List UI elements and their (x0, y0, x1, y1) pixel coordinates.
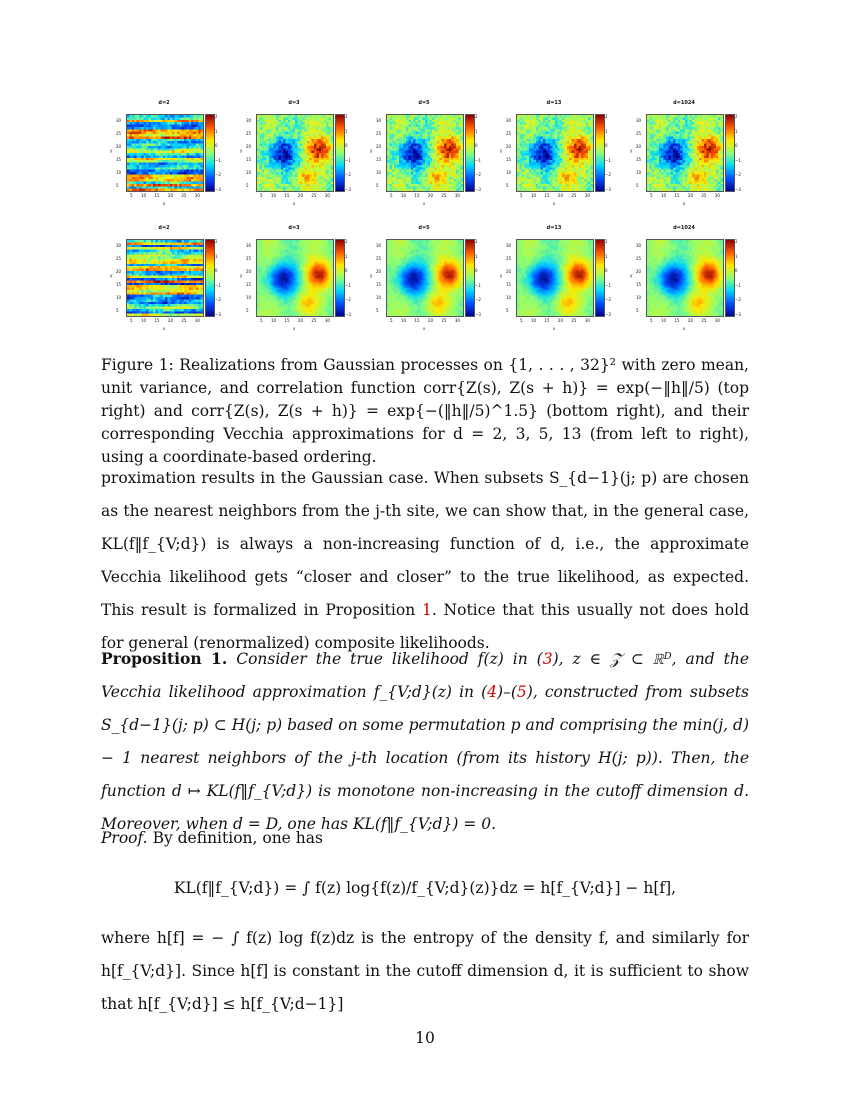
colorbar-tick: 0 (475, 268, 478, 274)
caption-text: Realizations from Gaussian processes on {1, . . . , 32}² with zero mean, unit variance, and correlation function corr{Z(s), Z(s + h)} = exp(−‖h‖/5) (top right) and corr{Z(s), Z(s + h)} = exp{−(‖h‖/5)^1.5} (bottom right), and their corresponding Vecchia approximations for d = 2, 3, 5, 13 (from left to right), using a coordinate-based ordering. (101, 356, 749, 466)
y-label: y (110, 148, 113, 153)
x-tick: 20 (427, 318, 433, 323)
x-tick: 10 (530, 318, 537, 323)
prop-text-b: ), z ∈ 𝒵 ⊂ ℝᴰ, and the Vecchia likelihood approximation f_{V;d}(z) in ( (101, 650, 749, 701)
colorbar-ticks (215, 239, 221, 317)
x-tick: 5 (390, 193, 393, 198)
colorbar-tick: 1 (735, 253, 738, 259)
colorbar-tick: 2 (475, 114, 478, 119)
heatmap (516, 114, 594, 192)
colorbar-tick: 0 (345, 268, 348, 274)
x-tick: 20 (427, 193, 433, 198)
equation: KL(f‖f_{V;d}) = ∫ f(z) log{f(z)/f_{V;d}(z)}dz = h[f_{V;d}] − h[f], (173, 879, 677, 897)
y-tick: 15 (246, 282, 252, 287)
y-tick: 5 (506, 183, 509, 188)
y-label: y (240, 273, 243, 278)
x-tick: 30 (454, 318, 460, 323)
x-tick: 30 (324, 318, 330, 323)
y-tick: 10 (116, 295, 122, 300)
x-ticks (650, 193, 720, 198)
x-tick: 20 (557, 193, 563, 198)
colorbar (595, 239, 605, 317)
colorbar-tick: 0 (735, 268, 738, 274)
colorbar (335, 239, 345, 317)
y-tick: 20 (246, 269, 252, 274)
y-tick: 30 (376, 118, 382, 123)
x-label: x (682, 326, 686, 331)
paragraph-1-text: proximation results in the Gaussian case. When subsets S_{d−1}(j; p) are chosen as the nearest neighbors from the j-th site, we can show that, in the general case, KL(f‖f_{V;d}) is always a non-increasing function of d, i.e., the approximate Vecchia likelihood gets “closer and closer” to the true likelihood, as expected. This result is formalized in Proposition (101, 469, 749, 619)
x-tick: 20 (557, 318, 563, 323)
y-tick: 20 (246, 144, 252, 149)
x-tick: 15 (154, 318, 160, 323)
heatmap (646, 239, 724, 317)
figure-label: Figure 1: (101, 356, 174, 374)
x-label: x (682, 201, 686, 206)
y-tick: 30 (636, 118, 642, 123)
y-tick: 25 (376, 131, 382, 136)
colorbar-ticks (605, 239, 611, 317)
panel-title: d=13 (546, 100, 562, 106)
y-tick: 30 (376, 243, 382, 248)
figure-panel (238, 100, 366, 218)
x-tick: 10 (270, 193, 277, 198)
colorbar-tick: −2 (215, 297, 221, 303)
heatmap (126, 114, 204, 192)
y-tick: 20 (636, 144, 642, 149)
proof-label: Proof. (101, 829, 148, 847)
y-tick: 20 (116, 144, 122, 149)
y-ticks (636, 118, 641, 188)
proposition-label: Proposition 1. (101, 649, 228, 668)
colorbar-tick: −3 (215, 311, 221, 317)
figure-panel (238, 225, 366, 343)
paragraph-2: where h[f] = − ∫ f(z) log f(z)dz is the entropy of the density f, and similarly for h[f_{V;d}]. Since h[f] is constant in the cutoff dimension d, it is sufficient to show that h[f_{V;d}] ≤ h[f_{V;d−1}] (101, 929, 749, 1013)
colorbar (465, 239, 475, 317)
y-label: y (240, 148, 243, 153)
colorbar-tick: 1 (605, 128, 608, 134)
colorbar-tick: −3 (345, 311, 351, 317)
colorbar-tick: 1 (345, 128, 348, 134)
colorbar (465, 114, 475, 192)
x-tick: 20 (297, 193, 303, 198)
x-tick: 10 (140, 193, 147, 198)
x-label: x (552, 201, 556, 206)
colorbar-tick: −1 (215, 157, 221, 163)
colorbar-ticks (345, 114, 351, 192)
prop-dash: )–( (497, 683, 517, 701)
page-number: 10 (415, 1029, 435, 1047)
y-tick: 25 (246, 256, 252, 261)
prop-text-c: ), constructed from subsets S_{d−1}(j; p) ⊂ H(j; p) based on some permutation p and comprising the min(j, d) − 1 nearest neighbors of the j-th location (from its history H(j; p)). Then, the function d ↦ KL(f‖f_{V;d}) is monotone non-increasing in the cutoff dimension d. Moreover, when d = D, one has KL(f‖f_{V;d}) = 0. (101, 683, 749, 833)
y-tick: 15 (376, 282, 382, 287)
x-tick: 30 (584, 193, 590, 198)
y-tick: 5 (246, 183, 249, 188)
colorbar-ticks (735, 239, 741, 317)
y-label: y (630, 148, 633, 153)
y-tick: 30 (636, 243, 642, 248)
figure-panel (108, 100, 236, 218)
x-ticks (390, 193, 460, 198)
figure-panel (368, 100, 496, 218)
colorbar-tick: −1 (345, 157, 351, 163)
colorbar-tick: −3 (215, 186, 221, 192)
y-tick: 25 (116, 256, 122, 261)
proof-text: By definition, one has (152, 829, 323, 847)
colorbar-tick: 2 (735, 239, 738, 244)
y-tick: 10 (246, 170, 252, 175)
x-tick: 25 (701, 193, 707, 198)
colorbar-tick: −3 (735, 186, 741, 192)
x-label: x (422, 201, 426, 206)
y-tick: 10 (376, 295, 382, 300)
x-tick: 25 (441, 318, 447, 323)
colorbar-ticks (345, 239, 351, 317)
y-tick: 30 (506, 118, 512, 123)
panel-title: d=13 (546, 225, 562, 231)
colorbar-tick: −1 (215, 282, 221, 288)
panel-title: d=1024 (673, 100, 695, 106)
x-ticks (260, 193, 330, 198)
colorbar-tick: 2 (345, 239, 348, 244)
y-tick: 10 (506, 170, 512, 175)
x-tick: 15 (284, 318, 290, 323)
x-tick: 5 (130, 318, 133, 323)
x-tick: 5 (390, 318, 393, 323)
x-label: x (292, 326, 296, 331)
eq-3-link[interactable]: 3 (542, 650, 553, 668)
colorbar-ticks (735, 114, 741, 192)
x-tick: 25 (311, 318, 317, 323)
x-tick: 25 (571, 318, 577, 323)
heatmap (256, 114, 334, 192)
colorbar-tick: 0 (735, 143, 738, 149)
y-tick: 5 (246, 308, 249, 313)
y-tick: 10 (246, 295, 252, 300)
x-tick: 25 (571, 193, 577, 198)
x-tick: 5 (260, 318, 263, 323)
y-tick: 20 (636, 269, 642, 274)
x-ticks (520, 318, 590, 323)
proof (101, 822, 749, 855)
y-ticks (506, 243, 511, 313)
y-tick: 10 (636, 295, 642, 300)
colorbar-tick: −2 (475, 172, 481, 178)
y-tick: 5 (376, 308, 379, 313)
x-tick: 5 (520, 193, 523, 198)
colorbar-tick: 0 (605, 143, 608, 149)
y-tick: 5 (376, 183, 379, 188)
colorbar-tick: 2 (605, 114, 608, 119)
y-tick: 30 (246, 243, 252, 248)
x-label: x (162, 201, 166, 206)
panel-title: d=1024 (673, 225, 695, 231)
prop-text-a: Consider the true likelihood f(z) in ( (236, 650, 543, 668)
figure-caption (101, 354, 749, 469)
colorbar-tick: −3 (735, 311, 741, 317)
y-ticks (376, 118, 381, 188)
colorbar-tick: 2 (475, 239, 478, 244)
colorbar-tick: −1 (605, 282, 611, 288)
panel-title: d=3 (288, 225, 300, 231)
figure-panel (628, 100, 756, 218)
colorbar-tick: 1 (475, 128, 478, 134)
y-tick: 15 (376, 157, 382, 162)
x-tick: 30 (194, 318, 200, 323)
y-label: y (370, 148, 373, 153)
colorbar (205, 114, 215, 192)
x-label: x (552, 326, 556, 331)
proposition-link[interactable]: 1 (421, 601, 432, 619)
x-tick: 10 (270, 318, 277, 323)
x-tick: 5 (650, 193, 653, 198)
colorbar-tick: 2 (215, 239, 218, 244)
x-tick: 15 (544, 193, 550, 198)
x-tick: 25 (181, 318, 187, 323)
y-ticks (246, 243, 251, 313)
y-tick: 15 (506, 282, 512, 287)
x-tick: 10 (530, 193, 537, 198)
x-tick: 15 (414, 318, 420, 323)
colorbar-tick: −2 (735, 172, 741, 178)
y-tick: 20 (506, 269, 512, 274)
colorbar (725, 239, 735, 317)
x-tick: 30 (324, 193, 330, 198)
x-ticks (130, 193, 200, 198)
heatmap (126, 239, 204, 317)
y-label: y (500, 273, 503, 278)
colorbar-ticks (475, 239, 481, 317)
colorbar-tick: 1 (475, 253, 478, 259)
x-tick: 10 (140, 318, 147, 323)
colorbar-tick: −1 (475, 157, 481, 163)
colorbar-tick: −1 (345, 282, 351, 288)
y-tick: 15 (506, 157, 512, 162)
x-tick: 15 (544, 318, 550, 323)
y-label: y (370, 273, 373, 278)
colorbar-tick: −1 (475, 282, 481, 288)
y-tick: 30 (506, 243, 512, 248)
y-ticks (116, 118, 121, 188)
panel-title: d=3 (288, 100, 300, 106)
panel-title: d=2 (158, 100, 170, 106)
y-tick: 30 (246, 118, 252, 123)
heatmap (516, 239, 594, 317)
colorbar-tick: −2 (735, 297, 741, 303)
x-tick: 5 (650, 318, 653, 323)
y-tick: 20 (376, 269, 382, 274)
y-tick: 25 (636, 131, 642, 136)
figure-panel (368, 225, 496, 343)
colorbar-tick: 0 (605, 268, 608, 274)
colorbar-ticks (605, 114, 611, 192)
colorbar-tick: −3 (605, 311, 611, 317)
colorbar-tick: −2 (345, 172, 351, 178)
x-tick: 30 (714, 193, 720, 198)
colorbar-tick: 0 (215, 143, 218, 149)
x-ticks (390, 318, 460, 323)
colorbar-tick: −2 (605, 172, 611, 178)
y-tick: 10 (636, 170, 642, 175)
colorbar-tick: 0 (475, 143, 478, 149)
colorbar-tick: −2 (605, 297, 611, 303)
colorbar-tick: 2 (345, 114, 348, 119)
heatmap (386, 114, 464, 192)
x-tick: 10 (400, 318, 407, 323)
colorbar-tick: 1 (215, 253, 218, 259)
panel-title: d=2 (158, 225, 170, 231)
panel-title: d=5 (418, 100, 430, 106)
y-ticks (116, 243, 121, 313)
y-tick: 15 (246, 157, 252, 162)
colorbar-tick: 1 (345, 253, 348, 259)
y-tick: 20 (116, 269, 122, 274)
y-tick: 5 (116, 183, 119, 188)
y-tick: 20 (506, 144, 512, 149)
y-ticks (376, 243, 381, 313)
x-tick: 25 (701, 318, 707, 323)
colorbar-tick: 2 (215, 114, 218, 119)
y-tick: 25 (376, 256, 382, 261)
proposition-1 (101, 642, 749, 841)
y-tick: 25 (506, 256, 512, 261)
x-tick: 20 (167, 318, 173, 323)
y-tick: 25 (636, 256, 642, 261)
colorbar-tick: 1 (215, 128, 218, 134)
y-tick: 20 (376, 144, 382, 149)
x-tick: 10 (400, 193, 407, 198)
x-tick: 10 (660, 193, 667, 198)
colorbar-tick: 2 (605, 239, 608, 244)
y-tick: 25 (506, 131, 512, 136)
x-tick: 25 (311, 193, 317, 198)
colorbar (595, 114, 605, 192)
x-label: x (292, 201, 296, 206)
y-tick: 15 (636, 282, 642, 287)
colorbar-ticks (475, 114, 481, 192)
colorbar (335, 114, 345, 192)
x-tick: 20 (297, 318, 303, 323)
y-tick: 25 (246, 131, 252, 136)
x-tick: 15 (674, 318, 680, 323)
x-ticks (260, 318, 330, 323)
colorbar-tick: −1 (735, 157, 741, 163)
colorbar-tick: 1 (735, 128, 738, 134)
x-tick: 20 (687, 318, 693, 323)
figure-1 (108, 100, 758, 350)
y-tick: 15 (116, 282, 122, 287)
colorbar-tick: −3 (345, 186, 351, 192)
x-tick: 30 (584, 318, 590, 323)
y-ticks (246, 118, 251, 188)
eq-4-link[interactable]: 4 (487, 683, 498, 701)
y-tick: 30 (116, 118, 122, 123)
colorbar-tick: −2 (345, 297, 351, 303)
y-label: y (500, 148, 503, 153)
x-tick: 20 (687, 193, 693, 198)
x-tick: 5 (520, 318, 523, 323)
panel-title: d=5 (418, 225, 430, 231)
x-tick: 15 (154, 193, 160, 198)
x-tick: 30 (194, 193, 200, 198)
x-ticks (130, 318, 200, 323)
y-ticks (636, 243, 641, 313)
colorbar-tick: 0 (215, 268, 218, 274)
figure-panel (628, 225, 756, 343)
x-tick: 15 (674, 193, 680, 198)
paragraph-1 (101, 462, 749, 660)
y-tick: 15 (116, 157, 122, 162)
y-tick: 25 (116, 131, 122, 136)
colorbar-tick: −1 (605, 157, 611, 163)
y-tick: 5 (636, 308, 639, 313)
figure-panel (108, 225, 236, 343)
colorbar-tick: −3 (475, 311, 481, 317)
x-label: x (422, 326, 426, 331)
figure-panel (498, 100, 626, 218)
y-label: y (630, 273, 633, 278)
colorbar-tick: 2 (735, 114, 738, 119)
figure-panel (498, 225, 626, 343)
colorbar-tick: −2 (475, 297, 481, 303)
colorbar-tick: −1 (735, 282, 741, 288)
y-tick: 5 (636, 183, 639, 188)
x-tick: 5 (130, 193, 133, 198)
colorbar-tick: −3 (475, 186, 481, 192)
x-ticks (520, 193, 590, 198)
x-label: x (162, 326, 166, 331)
x-tick: 30 (454, 193, 460, 198)
x-ticks (650, 318, 720, 323)
x-tick: 25 (441, 193, 447, 198)
colorbar-tick: −3 (605, 186, 611, 192)
heatmap (646, 114, 724, 192)
y-tick: 10 (506, 295, 512, 300)
colorbar-tick: 1 (605, 253, 608, 259)
colorbar-ticks (215, 114, 221, 192)
eq-5-link[interactable]: 5 (516, 683, 527, 701)
colorbar (725, 114, 735, 192)
paragraph-1-end: . Notice that this usually not does hold for general (renormalized) composite likelihoods. (101, 601, 749, 652)
y-tick: 5 (506, 308, 509, 313)
heatmap (386, 239, 464, 317)
colorbar-tick: 0 (345, 143, 348, 149)
x-tick: 20 (167, 193, 173, 198)
y-tick: 30 (116, 243, 122, 248)
y-tick: 15 (636, 157, 642, 162)
y-tick: 10 (376, 170, 382, 175)
x-tick: 15 (414, 193, 420, 198)
x-tick: 15 (284, 193, 290, 198)
y-tick: 5 (116, 308, 119, 313)
colorbar (205, 239, 215, 317)
x-tick: 30 (714, 318, 720, 323)
heatmap (256, 239, 334, 317)
x-tick: 25 (181, 193, 187, 198)
x-tick: 10 (660, 318, 667, 323)
y-tick: 10 (116, 170, 122, 175)
y-label: y (110, 273, 113, 278)
x-tick: 5 (260, 193, 263, 198)
colorbar-tick: −2 (215, 172, 221, 178)
y-ticks (506, 118, 511, 188)
